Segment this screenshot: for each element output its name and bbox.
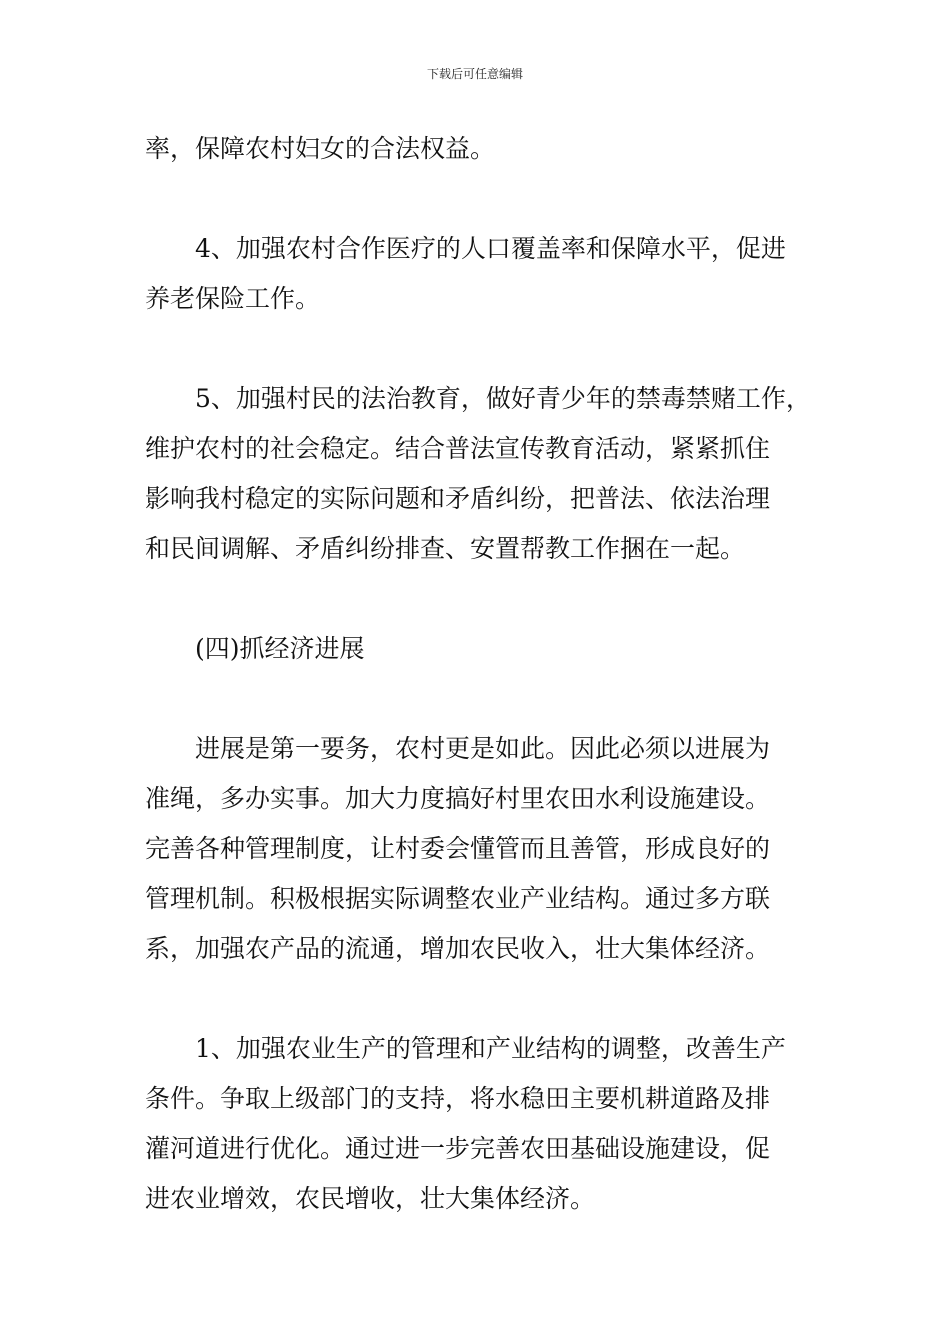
- paragraph-item-1-agriculture: [145, 1024, 815, 1224]
- text-line: 系，加强农产品的流通，增加农民收入，壮大集体经济。: [145, 934, 771, 963]
- section-heading-text: (四)抓经济进展: [195, 634, 365, 663]
- text-line: 5、加强村民的法治教育，做好青少年的禁毒禁赌工作，: [195, 384, 811, 413]
- text-line: 完善各种管理制度，让村委会懂管而且善管，形成良好的: [145, 834, 771, 863]
- text-line: 进农业增效，农民增收，壮大集体经济。: [145, 1184, 596, 1213]
- section-heading-economy: [145, 624, 815, 674]
- text-line: 维护农村的社会稳定。结合普法宣传教育活动，紧紧抓住: [145, 434, 771, 463]
- text-line: 1、加强农业生产的管理和产业结构的调整，改善生产: [195, 1034, 786, 1063]
- paragraph-item-5-legal-education: [145, 374, 815, 574]
- page-header: 下载后可任意编辑: [426, 67, 523, 81]
- text-line: 条件。争取上级部门的支持，将水稳田主要机耕道路及排: [145, 1084, 771, 1113]
- text-line: 管理机制。积极根据实际调整农业产业结构。通过多方联: [145, 884, 771, 913]
- text-line: 4、加强农村合作医疗的人口覆盖率和保障水平，促进: [195, 234, 786, 263]
- text-line: 率，保障农村妇女的合法权益。: [145, 134, 496, 163]
- paragraph-development-priority: [145, 724, 815, 974]
- paragraph-item-4-medical-care: [145, 224, 815, 324]
- text-line: 准绳，多办实事。加大力度搞好村里农田水利设施建设。: [145, 784, 771, 813]
- document-body: [145, 124, 815, 1274]
- text-line: 和民间调解、矛盾纠纷排查、安置帮教工作捆在一起。: [145, 534, 746, 563]
- text-line: 进展是第一要务，农村更是如此。因此必须以进展为: [195, 734, 771, 763]
- text-line: 影响我村稳定的实际问题和矛盾纠纷，把普法、依法治理: [145, 484, 771, 513]
- paragraph-rural-women-rights: [145, 124, 815, 174]
- text-line: 灌河道进行优化。通过进一步完善农田基础设施建设，促: [145, 1134, 771, 1163]
- text-line: 养老保险工作。: [145, 284, 321, 313]
